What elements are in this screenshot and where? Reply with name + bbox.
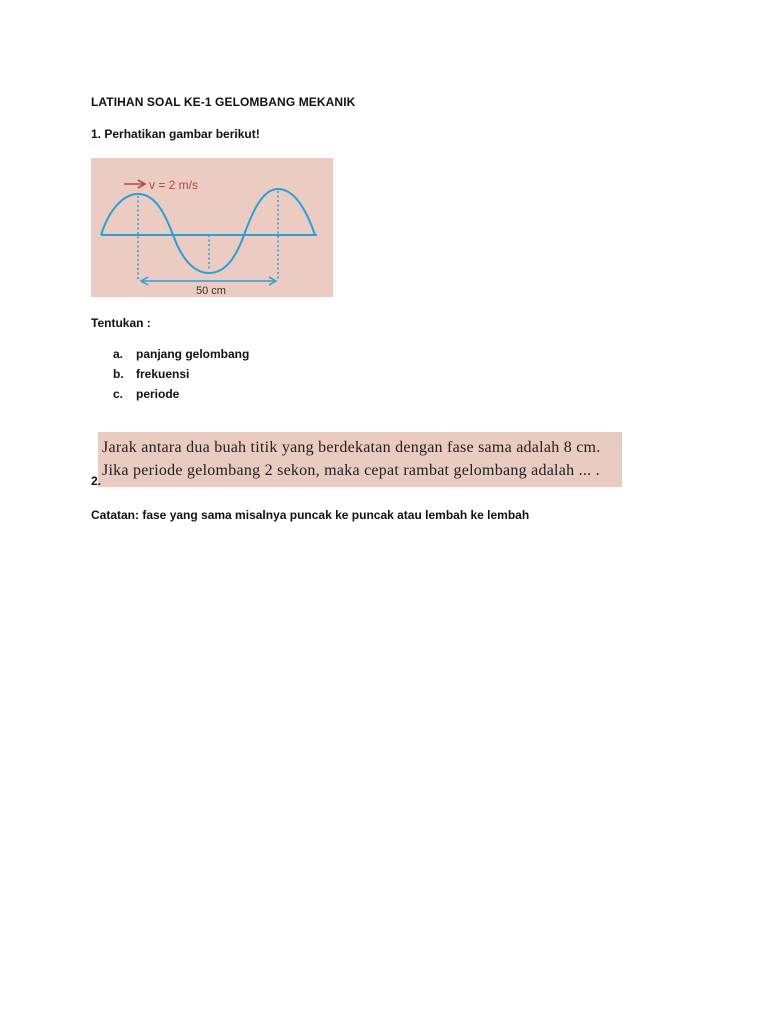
list-item [113, 346, 249, 366]
list-marker: c. [113, 387, 124, 401]
question-2-number: 2. [91, 474, 102, 488]
list-item [113, 386, 249, 406]
list-item-text: frekuensi [136, 367, 190, 381]
page-title: LATIHAN SOAL KE-1 GELOMBANG MEKANIK [91, 95, 356, 109]
distance-label: 50 cm [196, 285, 226, 297]
list-item [113, 366, 249, 386]
list-marker: b. [113, 367, 124, 381]
velocity-label: v = 2 m/s [149, 178, 199, 192]
question-2-line-2: Jika periode gelombang 2 sekon, maka cepat rambat gelombang adalah ... . [102, 462, 600, 479]
instruction-label: Tentukan : [91, 316, 151, 330]
note: Catatan: fase yang sama misalnya puncak ke puncak atau lembah ke lembah [91, 508, 530, 522]
wave-curve [101, 189, 315, 273]
question-2-box [98, 432, 622, 487]
wave-figure [91, 158, 333, 297]
list-item-text: panjang gelombang [136, 347, 250, 361]
list-item-text: periode [136, 387, 180, 401]
list-marker: a. [113, 347, 124, 361]
question-2-line-1: Jarak antara dua buah titik yang berdekatan dengan fase sama adalah 8 cm. [102, 439, 601, 456]
task-list [113, 346, 249, 406]
question-1-prompt: 1. Perhatikan gambar berikut! [91, 127, 260, 141]
